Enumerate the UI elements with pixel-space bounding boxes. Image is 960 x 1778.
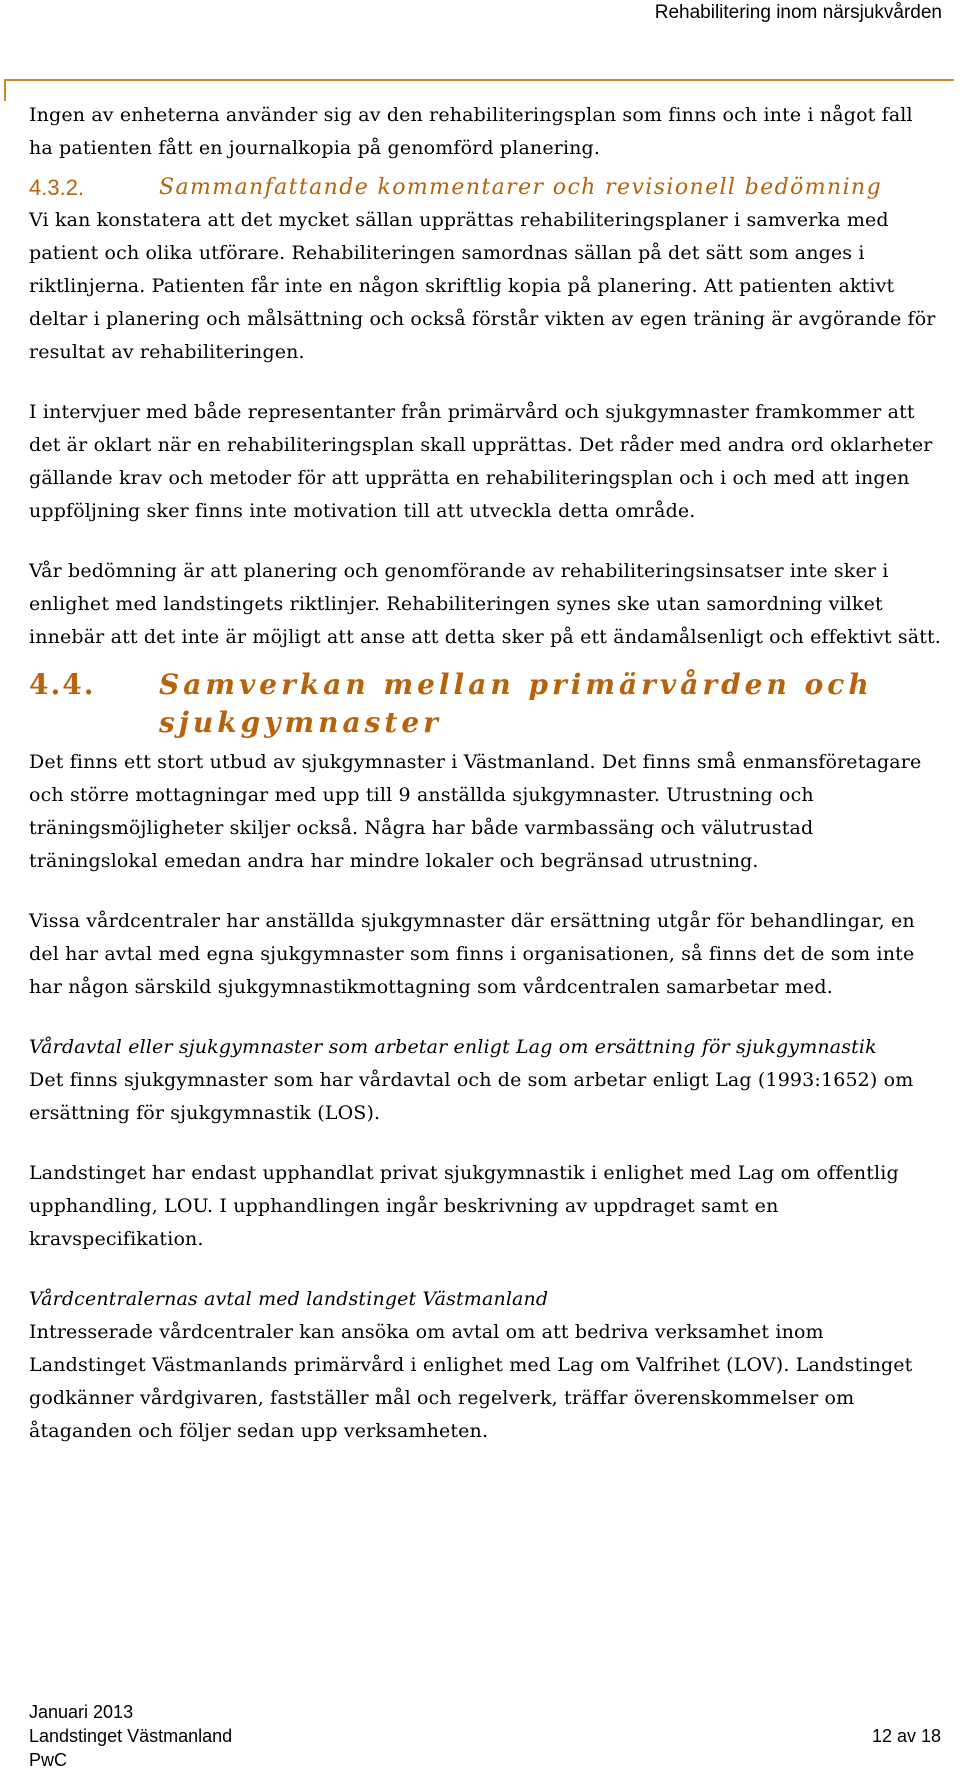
- running-header: Rehabilitering inom närsjukvården: [654, 2, 942, 23]
- footer-organization: Landstinget Västmanland: [29, 1726, 233, 1746]
- section-title: Samverkan mellan primärvården och sjukgymnaster: [159, 668, 873, 739]
- paragraph: Ingen av enheterna använder sig av den rehabiliteringsplan som finns och inte i något fall ha patienten fått en journalkopia på genomförd planering.: [29, 104, 913, 159]
- paragraph: Vi kan konstatera att det mycket sällan upprättas rehabiliteringsplaner i samverka med patient och olika utförare. Rehabiliteringen samordnas sällan på det sätt som anges i riktlinjerna. Patienten får inte en någon skriftlig kopia på planering. Att patienten aktivt deltar i planering och målsättning och också förstår vikten av egen träning är avgörande för resultat av rehabiliteringen.: [29, 209, 936, 363]
- footer-company: PwC: [29, 1750, 68, 1770]
- paragraph: Det finns sjukgymnaster som har vårdavtal och de som arbetar enligt Lag (1993:1652) om ersättning för sjukgymnastik (LOS).: [29, 1069, 914, 1124]
- subsection-title: Sammanfattande kommentarer och revisionell bedömning: [159, 175, 883, 200]
- subsection-heading: [29, 171, 941, 204]
- italic-subheading: Vårdavtal eller sjukgymnaster som arbetar enligt Lag om ersättning för sjukgymnastik: [29, 1036, 877, 1058]
- paragraph: Det finns ett stort utbud av sjukgymnaster i Västmanland. Det finns små enmansföretagare och större mottagningar med upp till 9 anställda sjukgymnaster. Utrustning och träningsmöjligheter skiljer också. Några har både varmbassäng och välutrustad träningslokal emedan andra har mindre lokaler och begränsad utrustning.: [29, 751, 922, 872]
- paragraph: Vissa vårdcentraler har anställda sjukgymnaster där ersättning utgår för behandlingar, en del har avtal med egna sjukgymnaster som finns i organisationen, så finns det de som inte har någon särskild sjukgymnastikmottagning som vårdcentralen samarbetar med.: [29, 910, 915, 998]
- paragraph: Landstinget har endast upphandlat privat sjukgymnastik i enlighet med Lag om offentlig upphandling, LOU. I upphandlingen ingår beskrivning av uppdraget samt en kravspecifikation.: [29, 1162, 899, 1250]
- section-heading: [29, 666, 941, 742]
- subsection-number: 4.3.2.: [29, 175, 85, 200]
- paragraph: Vår bedömning är att planering och genomförande av rehabiliteringsinsatser inte sker i enlighet med landstingets riktlinjer. Rehabiliteringen synes ske utan samordning vilket innebär att det inte är möjligt att anse att detta sker på ett ändamålsenligt och effektivt sätt.: [29, 560, 941, 648]
- italic-subheading: Vårdcentralernas avtal med landstinget Västmanland: [29, 1288, 549, 1310]
- paragraph: I intervjuer med både representanter från primärvård och sjukgymnaster framkommer att det är oklart när en rehabiliteringsplan skall upprättas. Det råder med andra ord oklarheter gällande krav och metoder för att upprätta en rehabiliteringsplan och i och med att ingen uppföljning sker finns inte motivation till att utveckla detta område.: [29, 401, 933, 522]
- document-body: [29, 99, 941, 1448]
- header-rule: [4, 79, 954, 81]
- page-number: 12 av 18: [871, 1726, 941, 1746]
- section-number: 4.4.: [29, 668, 96, 701]
- paragraph: Intresserade vårdcentraler kan ansöka om avtal om att bedriva verksamhet inom Landstinget Västmanlands primärvård i enlighet med Lag om Valfrihet (LOV). Landstinget godkänner vårdgivaren, fastställer mål och regelverk, träffar överenskommelser om åtaganden och följer sedan upp verksamheten.: [29, 1321, 913, 1442]
- footer-date: Januari 2013: [29, 1702, 134, 1722]
- header-rule-corner: [4, 79, 6, 101]
- page-footer: [29, 1700, 941, 1772]
